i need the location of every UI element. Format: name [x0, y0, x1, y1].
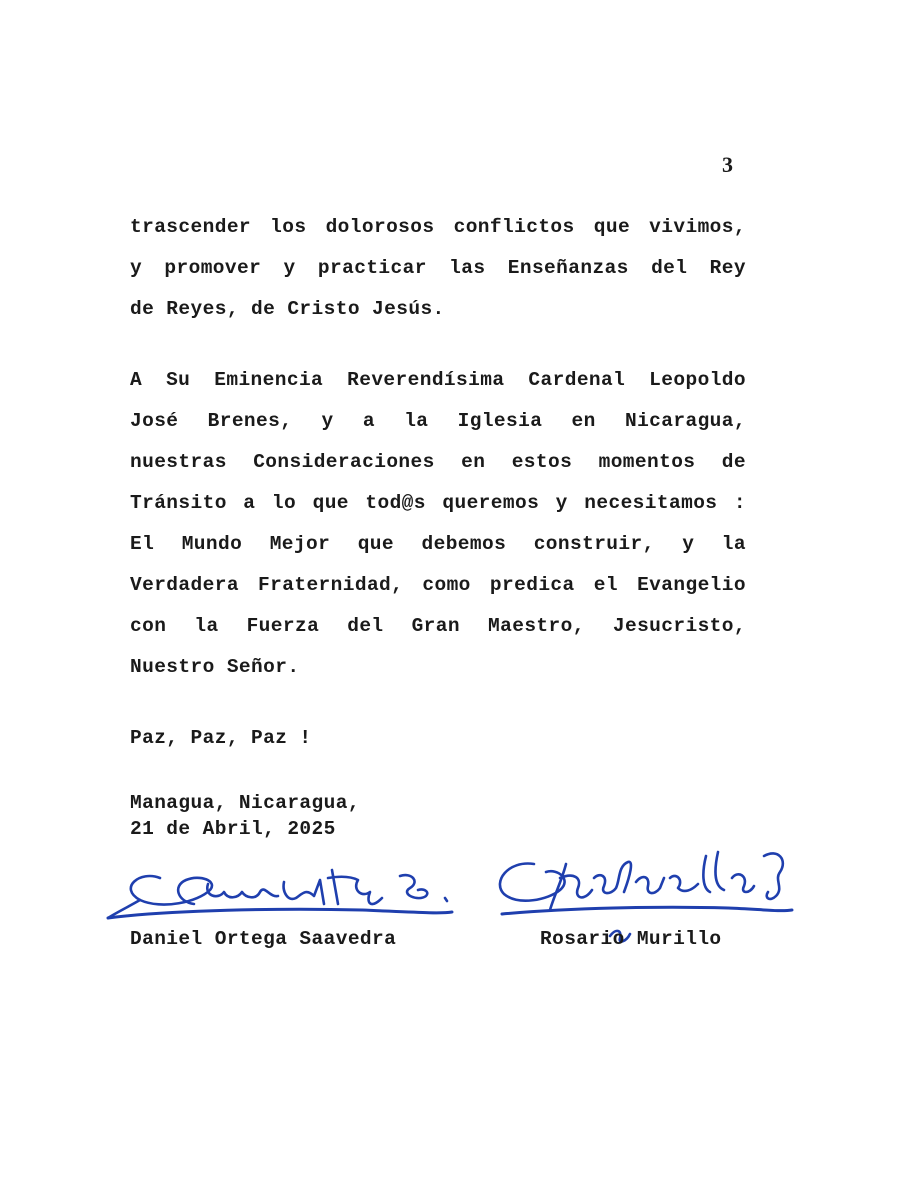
- paragraph-1: [130, 207, 746, 330]
- paragraph-1-line: de Reyes, de Cristo Jesús.: [130, 298, 445, 320]
- signature-daniel-ortega: [100, 848, 470, 938]
- signatory-name-right: Rosario Murillo: [540, 928, 722, 950]
- paragraph-2-line: José Brenes, y a la Iglesia en Nicaragua,: [130, 410, 746, 432]
- paragraph-2: [130, 360, 746, 688]
- paragraph-2-line: Tránsito a lo que tod@s queremos y necesitamos :: [130, 492, 746, 514]
- place-and-date: [130, 790, 360, 842]
- date-text: 21 de Abril, 2025: [130, 818, 336, 840]
- paragraph-1-line: y promover y practicar las Enseñanzas del Rey: [130, 257, 746, 279]
- paragraph-2-line: con la Fuerza del Gran Maestro, Jesucristo,: [130, 615, 746, 637]
- closing-line: Paz, Paz, Paz !: [130, 727, 312, 749]
- paragraph-2-line: nuestras Consideraciones en estos momentos de: [130, 451, 746, 473]
- paragraph-2-line: A Su Eminencia Reverendísima Cardenal Leopoldo: [130, 369, 746, 391]
- paragraph-1-line: trascender los dolorosos conflictos que vivimos,: [130, 216, 746, 238]
- paragraph-2-line: El Mundo Mejor que debemos construir, y la: [130, 533, 746, 555]
- closing-paragraph: [130, 718, 746, 759]
- paragraph-2-line: Nuestro Señor.: [130, 656, 300, 678]
- page-number: 3: [722, 152, 733, 177]
- signatory-name-left: Daniel Ortega Saavedra: [130, 928, 397, 950]
- place-text: Managua, Nicaragua,: [130, 792, 360, 814]
- paragraph-2-line: Verdadera Fraternidad, como predica el Evangelio: [130, 574, 746, 596]
